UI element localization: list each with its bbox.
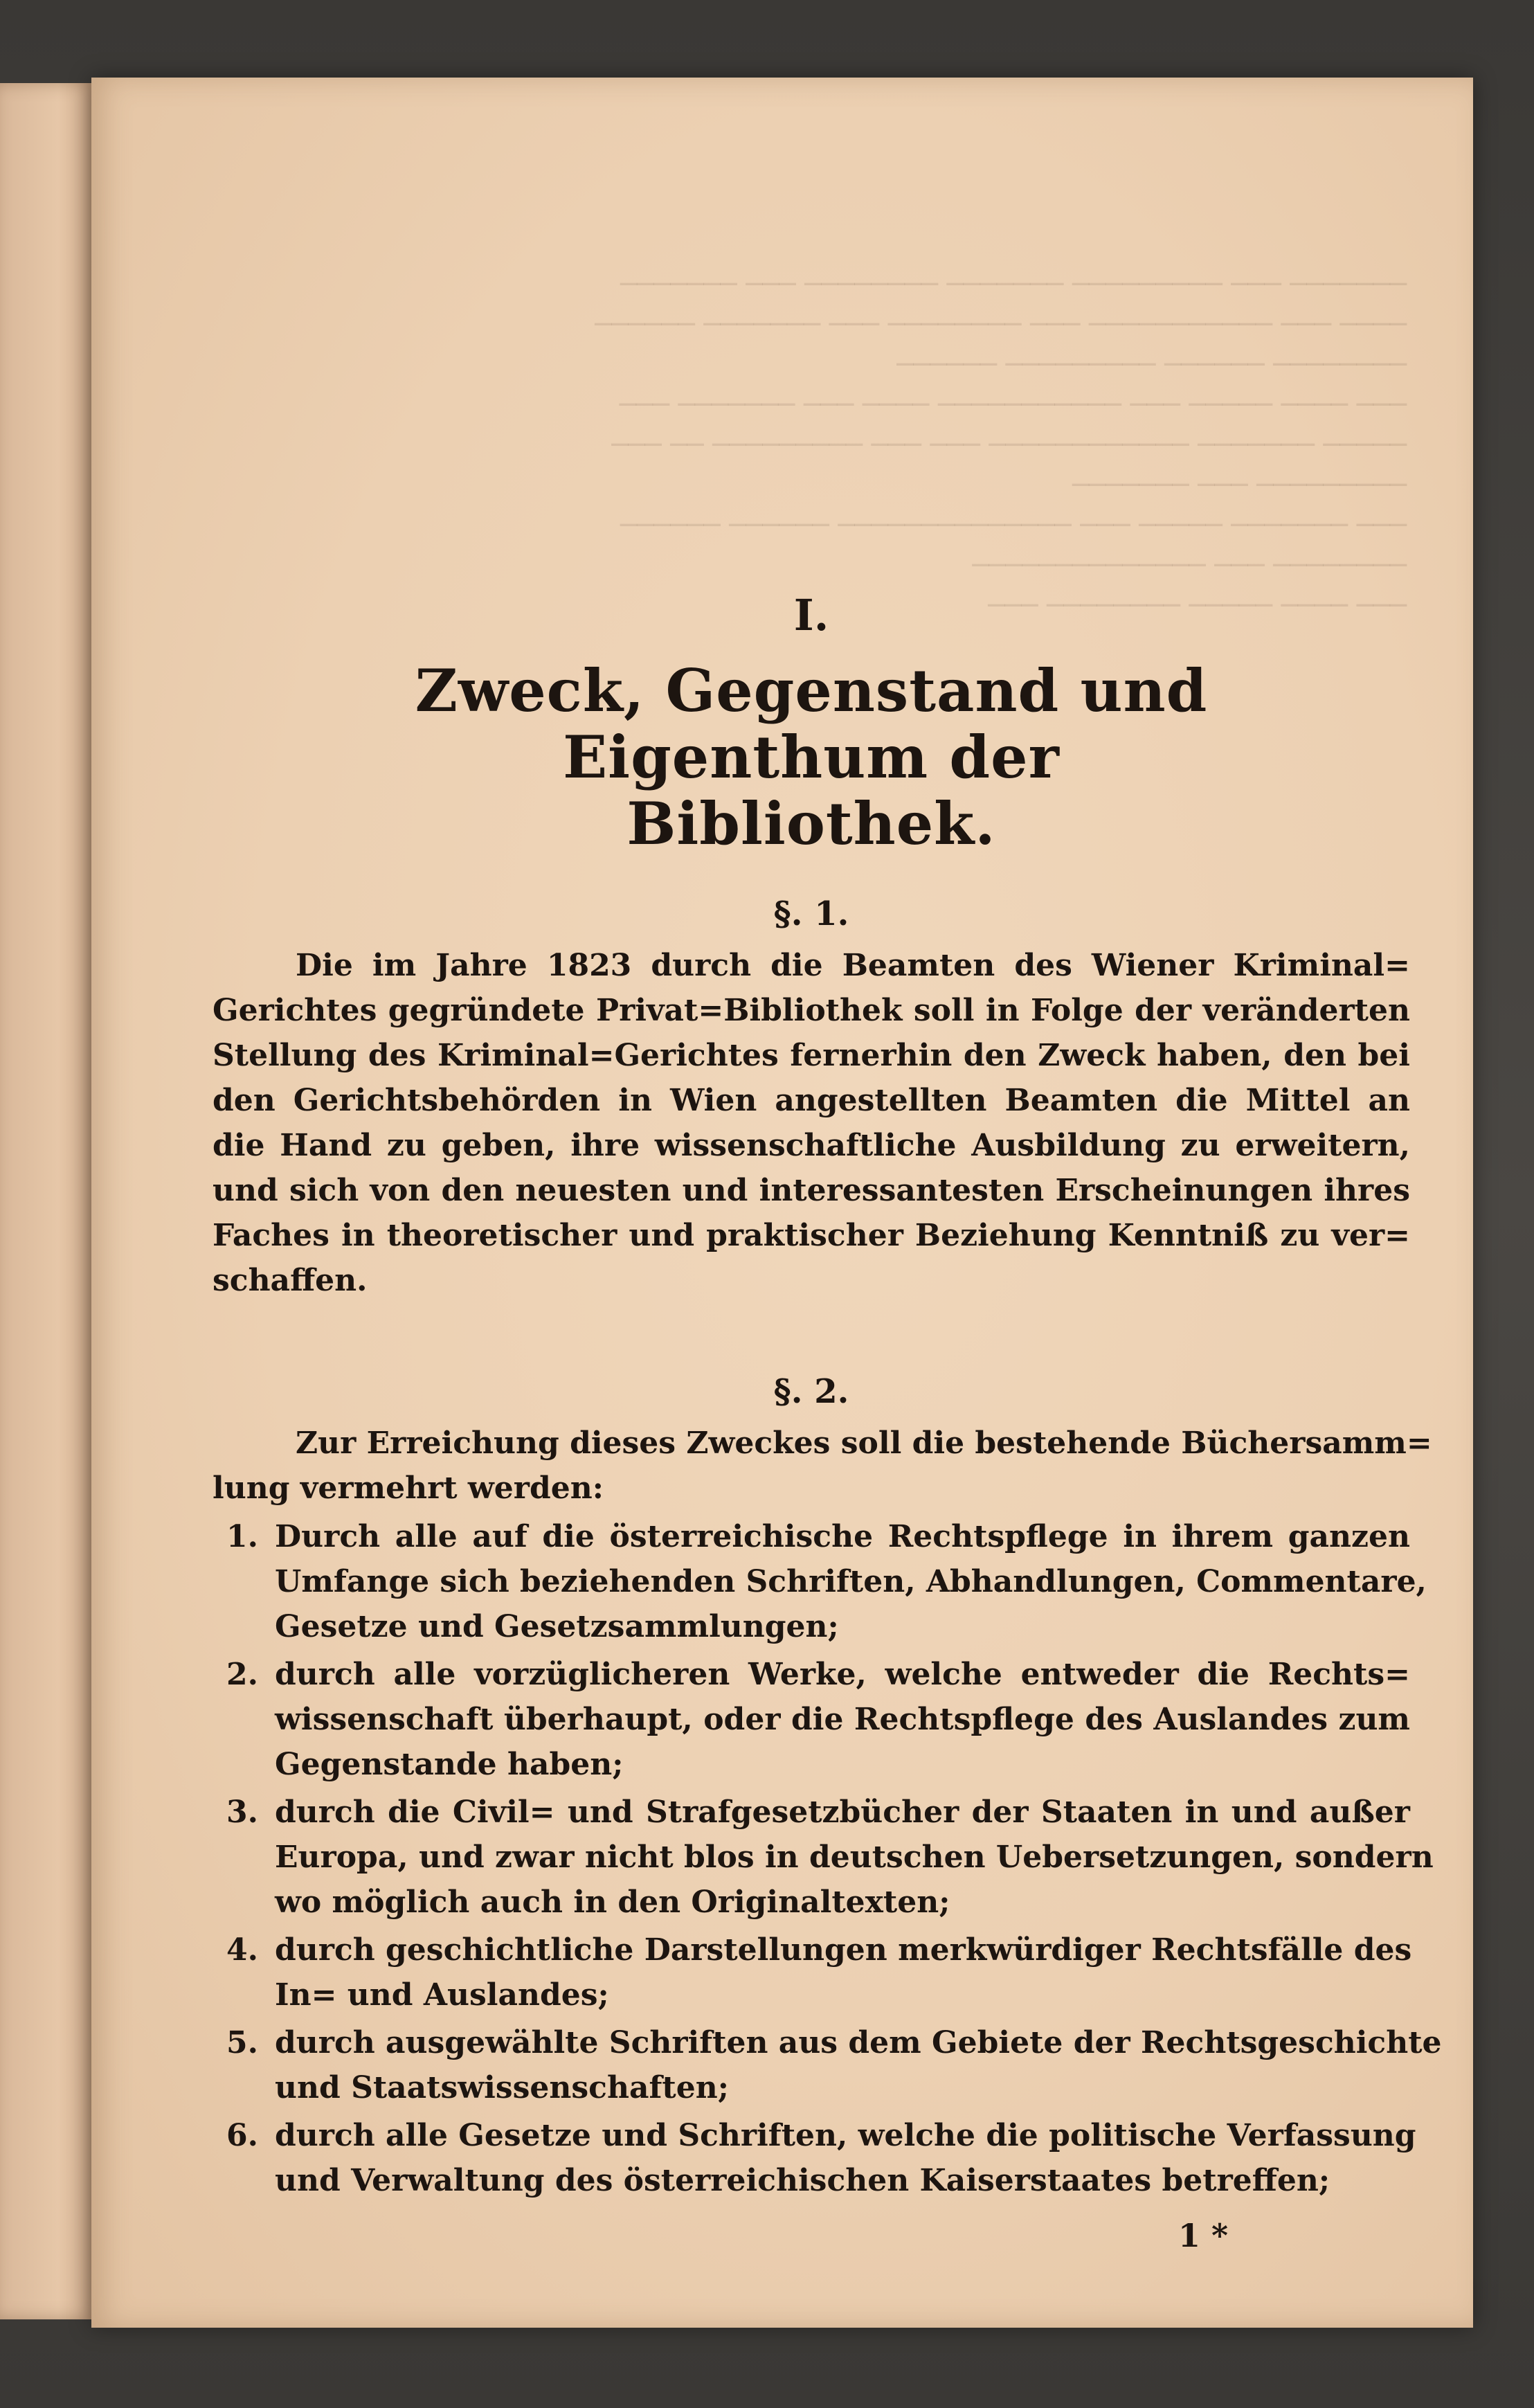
text-line: durch die Civil= und Strafgesetzbücher der Staaten in und außer: [275, 1795, 1410, 1830]
text-line: Gerichtes gegründete Privat=Bibliothek soll in Folge der veränderten: [213, 993, 1410, 1028]
chapter-numeral: I.: [793, 590, 829, 640]
text-line: Europa, und zwar nicht blos in deutschen Uebersetzungen, sondern: [275, 1840, 1434, 1875]
chapter-title-line: Zweck, Gegenstand und Eigenthum der: [415, 656, 1208, 791]
list-item-text: [275, 1514, 1427, 1649]
text-line: Zur Erreichung dieses Zweckes soll die bestehende Büchersamm=: [296, 1426, 1432, 1461]
list-item-number: 4.: [226, 1932, 258, 1968]
text-line: den Gerichtsbehörden in Wien angestellten Beamten die Mittel an: [213, 1083, 1410, 1118]
list-item-number: 2.: [226, 1657, 258, 1692]
left-facing-page: [0, 83, 97, 2319]
text-line: schaffen.: [213, 1263, 368, 1298]
text-line: Faches in theoretischer und praktischer Beziehung Kenntniß zu ver=: [213, 1218, 1410, 1253]
printer-signature-mark: 1 *: [1178, 2217, 1229, 2254]
book-page: [91, 78, 1473, 2328]
text-line: Umfange sich beziehenden Schriften, Abhandlungen, Commentare,: [275, 1564, 1427, 1599]
chapter-title-line: Bibliothek.: [626, 789, 996, 858]
text-line: Gegenstande haben;: [275, 1747, 624, 1782]
section-2-intro: [213, 1421, 1432, 1511]
text-line: wissenschaft überhaupt, oder die Rechtspflege des Auslandes zum: [275, 1702, 1410, 1737]
list-item-number: 3.: [226, 1795, 258, 1830]
text-line: durch alle Gesetze und Schriften, welche die politische Verfassung: [275, 2118, 1416, 2153]
section-heading: §. 2.: [773, 1372, 849, 1411]
text-line: und Verwaltung des österreichischen Kaiserstaates betreffen;: [275, 2163, 1330, 2198]
list-item-number: 1.: [226, 1519, 258, 1554]
chapter-title: [240, 658, 1382, 857]
section-1-paragraph: [213, 943, 1410, 1303]
list-item: [213, 1514, 1427, 1649]
text-line: durch ausgewählte Schriften aus dem Gebiete der Rechtsgeschichte: [275, 2025, 1442, 2060]
list-item-text: [275, 2113, 1416, 2203]
text-line: und Staatswissenschaften;: [275, 2070, 729, 2105]
list-item-number: 6.: [226, 2118, 258, 2153]
text-line: Die im Jahre 1823 durch die Beamten des Wiener Kriminal=: [296, 948, 1410, 983]
bleed-through-texture: ─────── ─── ───────── ─────── ──────── ─── ─────── ──── ─── ─────────── ─── ──────── ─── ─────── ────── ──────── ────── ───────── ────── ─── ──── ───── ─── ─────────── ──── ─── ─────── ─── ───── ─────── ──────────── ─── ─── ───────── ── ─── ───────── ─── ─────── ─── ─────── ───── ─── ────────────── ────── ────── ──────── ─── ────────────── ─── ──── ───── ──────── ───: [595, 269, 1407, 622]
text-line: Gesetze und Gesetzsammlungen;: [275, 1609, 839, 1644]
text-line: Stellung des Kriminal=Gerichtes fernerhin den Zweck haben, den bei: [213, 1038, 1410, 1073]
list-item: [213, 1928, 1410, 2018]
text-line: durch geschichtliche Darstellungen merkwürdiger Rechtsfälle des: [275, 1932, 1412, 1968]
text-line: die Hand zu geben, ihre wissenschaftliche Ausbildung zu erweitern,: [213, 1128, 1410, 1163]
list-item: [213, 1652, 1410, 1787]
list-item-text: [275, 2020, 1442, 2110]
acquisition-list: [213, 1514, 1442, 2206]
text-line: durch alle vorzüglicheren Werke, welche entweder die Rechts=: [275, 1657, 1410, 1692]
list-item-number: 5.: [226, 2025, 258, 2060]
text-line: wo möglich auch in den Originaltexten;: [275, 1885, 950, 1920]
list-item: [213, 2020, 1442, 2110]
list-item: [213, 1790, 1434, 1925]
text-line: In= und Auslandes;: [275, 1977, 609, 2013]
text-line: Durch alle auf die österreichische Rechtspflege in ihrem ganzen: [275, 1519, 1410, 1554]
list-item-text: [275, 1928, 1410, 2018]
text-line: lung vermehrt werden:: [213, 1471, 604, 1506]
list-item-text: [275, 1652, 1410, 1787]
list-item-text: [275, 1790, 1434, 1925]
list-item: [213, 2113, 1416, 2203]
section-heading: §. 1.: [773, 895, 849, 933]
text-line: und sich von den neuesten und interessantesten Erscheinungen ihres: [213, 1173, 1410, 1208]
